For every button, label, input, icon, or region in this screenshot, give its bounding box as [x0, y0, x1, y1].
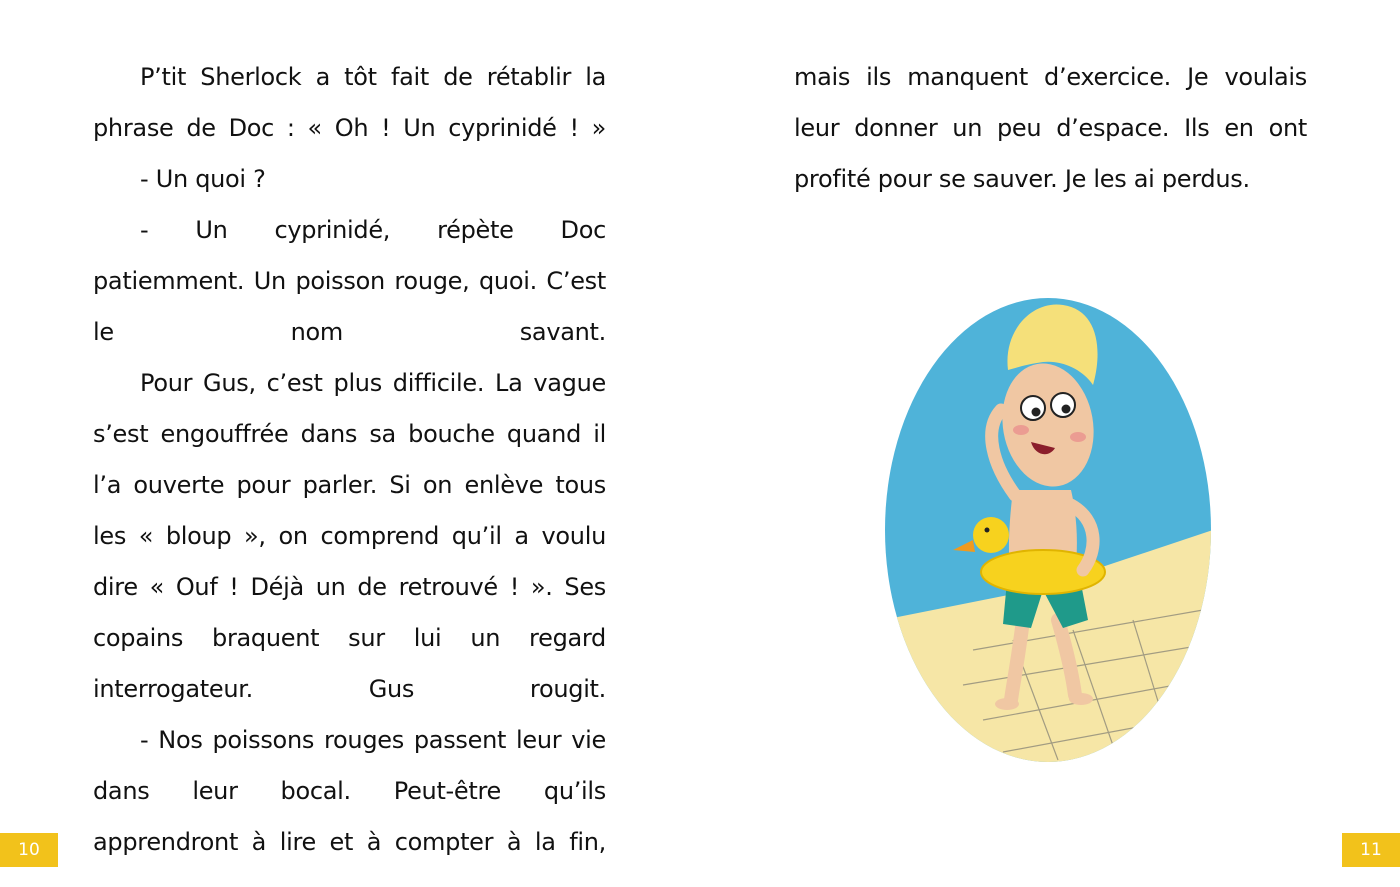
scene	[883, 290, 1213, 770]
boy-with-duck-float-illustration	[883, 290, 1213, 770]
paragraph: - Un quoi ?	[140, 165, 266, 193]
page-number-left: 10	[0, 833, 58, 867]
right-page-text	[794, 52, 1307, 205]
left-page-text	[93, 52, 606, 868]
right-page	[700, 0, 1400, 887]
paragraph: - Nos poissons rouges passent leur vie dans leur bocal. Peut-être qu’ils apprendront à lire et à compter à la fin,	[93, 726, 606, 856]
paragraph: Pour Gus, c’est plus difficile. La vague s’est engouffrée dans sa bouche quand il l’a ouverte pour parler. Si on enlève tous les « bloup », on comprend qu’il a voulu dire « Ouf ! Déjà un de retrouvé ! ». Ses copains braquent sur lui un regard interrogateur. Gus rougit.	[93, 369, 606, 703]
paragraph: P’tit Sherlock a tôt fait de rétablir la phrase de Doc : « Oh ! Un cyprinidé ! »	[93, 63, 606, 142]
page-number-right: 11	[1342, 833, 1400, 867]
paragraph: - Un cyprinidé, répète Doc patiemment. Un poisson rouge, quoi. C’est le nom savant.	[93, 216, 606, 346]
paragraph: mais ils manquent d’exercice. Je voulais leur donner un peu d’espace. Ils en ont profité pour se sauver. Je les ai perdus.	[794, 63, 1307, 193]
